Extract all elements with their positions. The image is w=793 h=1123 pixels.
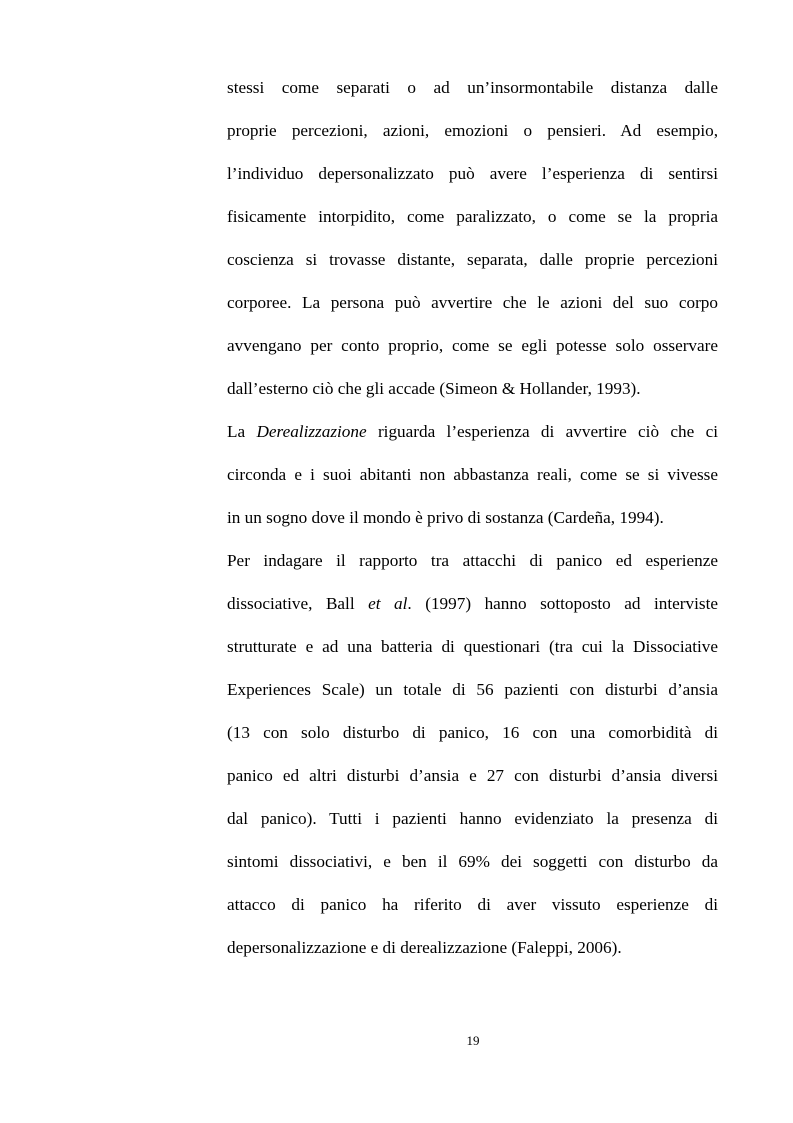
text-line: l’individuo depersonalizzato può avere l’esperienza di sentirsi (227, 164, 718, 183)
text-line: avvengano per conto proprio, come se egli potesse solo osservare (227, 336, 718, 355)
paragraph-panic-study (227, 539, 718, 969)
text-line: Experiences Scale) un totale di 56 pazienti con disturbi d’ansia (227, 680, 718, 699)
text-fragment: riguarda l’esperienza di avvertire ciò che ci (366, 422, 718, 441)
page-number: 19 (466, 1033, 480, 1048)
italic-term-et-al: et al (368, 594, 408, 613)
text-fragment: dissociative, Ball (227, 594, 369, 613)
text-line: strutturate e ad una batteria di questionari (tra cui la Dissociative (227, 637, 718, 656)
italic-term-derealizzazione: Derealizzazione (256, 422, 367, 441)
text-line: Per indagare il rapporto tra attacchi di panico ed esperienze (227, 551, 718, 570)
text-line: stessi come separati o ad un’insormontabile distanza dalle (227, 78, 718, 97)
text-line: coscienza si trovasse distante, separata, dalle proprie percezioni (227, 250, 718, 269)
text-line: circonda e i suoi abitanti non abbastanza reali, come se si vivesse (227, 465, 718, 484)
text-line: fisicamente intorpidito, come paralizzato, o come se la propria (227, 207, 718, 226)
text-line: panico ed altri disturbi d’ansia e 27 con disturbi d’ansia diversi (227, 766, 718, 785)
text-line: dall’esterno ciò che gli accade (Simeon & Hollander, 1993). (227, 379, 641, 398)
text-line (227, 582, 718, 625)
text-line: (13 con solo disturbo di panico, 16 con una comorbidità di (227, 723, 718, 742)
text-line (227, 410, 718, 453)
text-fragment: . (1997) hanno sottoposto ad interviste (407, 594, 718, 613)
text-fragment: La (227, 422, 257, 441)
page-body (227, 66, 718, 969)
paragraph-derealization (227, 410, 718, 539)
text-line: proprie percezioni, azioni, emozioni o pensieri. Ad esempio, (227, 121, 718, 140)
text-line: corporee. La persona può avvertire che le azioni del suo corpo (227, 293, 718, 312)
text-line: depersonalizzazione e di derealizzazione (Faleppi, 2006). (227, 938, 622, 957)
text-line: in un sogno dove il mondo è privo di sostanza (Cardeña, 1994). (227, 508, 664, 527)
text-line: attacco di panico ha riferito di aver vissuto esperienze di (227, 895, 718, 914)
paragraph-depersonalization (227, 66, 718, 410)
text-line: sintomi dissociativi, e ben il 69% dei soggetti con disturbo da (227, 852, 718, 871)
text-line: dal panico). Tutti i pazienti hanno evidenziato la presenza di (227, 809, 718, 828)
